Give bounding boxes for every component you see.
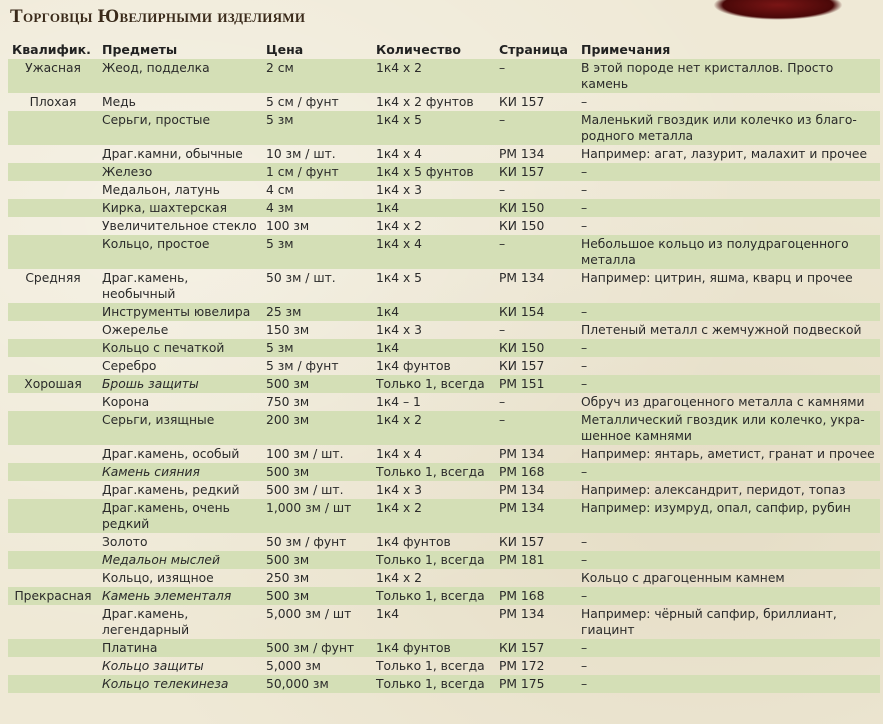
- page-cell: КИ 157: [499, 359, 545, 373]
- page-cell: РМ 134: [495, 499, 577, 533]
- note-cell: Например: цитрин, яшма, кварц и прочее: [581, 271, 853, 285]
- price-cell: 50,000 зм: [262, 675, 372, 693]
- note-cell: Например: чёрный сапфир, бриллиант, гиацинт: [581, 607, 837, 637]
- item-cell: Корона: [102, 395, 150, 409]
- header-price: Цена: [266, 41, 304, 57]
- price-cell: 2 см: [262, 59, 372, 93]
- quantity-cell: 1к4: [372, 199, 495, 217]
- quality-cell: [8, 181, 98, 199]
- page-title: Торговцы Ювелирными изделиями: [10, 6, 306, 27]
- quantity-cell: 1к4 x 2: [376, 571, 422, 585]
- table-row: [8, 411, 880, 445]
- page-cell: КИ 150: [499, 219, 545, 233]
- table-row: [8, 59, 880, 93]
- quantity-cell: Только 1, всегда: [372, 463, 495, 481]
- item-cell: Платина: [98, 639, 262, 657]
- page-cell: КИ 154: [495, 303, 577, 321]
- price-cell: 5 зм: [262, 111, 372, 145]
- price-cell: 5 зм: [262, 339, 372, 357]
- table-row: [8, 569, 880, 587]
- page-cell: РМ 181: [495, 551, 577, 569]
- quantity-cell: 1к4 x 3: [376, 183, 422, 197]
- page-cell: КИ 157: [499, 535, 545, 549]
- price-cell: 5 см / фунт: [266, 95, 339, 109]
- quality-cell: [8, 111, 98, 145]
- header-page: Страница: [499, 41, 568, 57]
- quantity-cell: Только 1, всегда: [376, 659, 485, 673]
- page-cell: РМ 168: [495, 463, 577, 481]
- item-cell: Кольцо, изящное: [102, 571, 214, 585]
- table-row: [8, 675, 880, 693]
- header-quantity: Количество: [376, 41, 461, 57]
- note-cell: Небольшое кольцо из полудрагоценного металла: [577, 235, 880, 269]
- page-cell: –: [499, 395, 506, 409]
- note-cell: –: [577, 375, 880, 393]
- page-cell: –: [499, 323, 506, 337]
- price-cell: 500 зм: [262, 587, 372, 605]
- quality-cell: [8, 217, 98, 235]
- price-cell: 250 зм: [266, 571, 310, 585]
- page-cell: –: [495, 59, 577, 93]
- table-row: [8, 639, 880, 657]
- quality-cell: [8, 551, 98, 569]
- page-cell: КИ 157: [495, 639, 577, 657]
- quality-cell: [8, 339, 98, 357]
- table-row: [8, 533, 880, 551]
- page-cell: –: [495, 111, 577, 145]
- item-cell: Железо: [98, 163, 262, 181]
- quality-cell: Прекрасная: [8, 587, 98, 605]
- table-row: [8, 235, 880, 269]
- table-row: [8, 181, 880, 199]
- note-cell: –: [577, 163, 880, 181]
- item-cell: Золото: [102, 535, 148, 549]
- price-cell: 25 зм: [262, 303, 372, 321]
- quantity-cell: 1к4 x 5 фунтов: [372, 163, 495, 181]
- decorative-corner: [713, 0, 843, 20]
- quality-cell: [8, 463, 98, 481]
- quality-cell: [8, 199, 98, 217]
- quantity-cell: 1к4 x 2: [376, 219, 422, 233]
- quality-cell: [8, 657, 98, 675]
- page-cell: –: [495, 235, 577, 269]
- page-cell: РМ 134: [499, 483, 545, 497]
- table-row: [8, 199, 880, 217]
- quantity-cell: Только 1, всегда: [372, 587, 495, 605]
- header-notes: Примечания: [581, 41, 671, 57]
- quantity-cell: 1к4 фунтов: [376, 535, 451, 549]
- quantity-cell: 1к4 x 2: [372, 59, 495, 93]
- table-row: [8, 393, 880, 411]
- page-cell: –: [495, 411, 577, 445]
- note-cell: –: [581, 659, 588, 673]
- note-cell: –: [577, 303, 880, 321]
- table-row: [8, 321, 880, 339]
- price-cell: 750 зм: [266, 395, 310, 409]
- note-cell: Плетеный металл с жемчужной подвеской: [581, 323, 862, 337]
- page-cell: –: [499, 183, 506, 197]
- quantity-cell: Только 1, всегда: [372, 551, 495, 569]
- quality-cell: Хорошая: [8, 375, 98, 393]
- quantity-cell: 1к4: [372, 303, 495, 321]
- header-row: [8, 39, 880, 59]
- price-cell: 5 зм: [262, 235, 372, 269]
- quality-cell: [8, 145, 98, 163]
- item-cell: Кольцо с печаткой: [98, 339, 262, 357]
- page-cell: РМ 172: [499, 659, 545, 673]
- table-row: [8, 481, 880, 499]
- quality-cell: [8, 481, 98, 499]
- quality-cell: [8, 569, 98, 587]
- note-cell: –: [577, 551, 880, 569]
- quality-cell: [8, 675, 98, 693]
- quantity-cell: 1к4 x 4: [372, 235, 495, 269]
- page-cell: КИ 150: [495, 199, 577, 217]
- quality-cell: [8, 393, 98, 411]
- price-cell: 50 зм / шт.: [266, 271, 336, 285]
- price-cell: 150 зм: [266, 323, 310, 337]
- item-cell: Драг.камень, особый: [102, 447, 240, 461]
- quantity-cell: 1к4 x 5: [372, 111, 495, 145]
- jewelry-table: [8, 39, 880, 693]
- item-cell: Драг.камень, очень редкий: [98, 499, 262, 533]
- table-row: [8, 657, 880, 675]
- quality-cell: Плохая: [29, 95, 77, 109]
- price-cell: 50 зм / фунт: [266, 535, 347, 549]
- item-cell: Кольцо защиты: [102, 659, 204, 673]
- note-cell: –: [577, 199, 880, 217]
- table-row: [8, 357, 880, 375]
- quantity-cell: 1к4 x 3: [376, 323, 422, 337]
- item-cell: Камень элементаля: [98, 587, 262, 605]
- quantity-cell: 1к4 x 3: [376, 483, 422, 497]
- note-cell: –: [577, 587, 880, 605]
- quantity-cell: 1к4 x 4: [376, 147, 422, 161]
- item-cell: Драг.камень, редкий: [102, 483, 240, 497]
- note-cell: Например: янтарь, аметист, гранат и прочее: [581, 447, 875, 461]
- table-row: [8, 145, 880, 163]
- page-cell: РМ 151: [495, 375, 577, 393]
- price-cell: 5,000 зм / шт: [266, 607, 352, 621]
- price-cell: 5 зм / фунт: [266, 359, 339, 373]
- quality-cell: [8, 639, 98, 657]
- quantity-cell: 1к4 x 2: [372, 499, 495, 533]
- quality-cell: [8, 357, 98, 375]
- table-row: [8, 163, 880, 181]
- note-cell: –: [577, 339, 880, 357]
- quality-cell: Средняя: [25, 271, 81, 285]
- price-cell: 1,000 зм / шт: [262, 499, 372, 533]
- item-cell: Жеод, подделка: [98, 59, 262, 93]
- item-cell: Драг.камень, легендарный: [102, 607, 190, 637]
- quantity-cell: 1к4 x 5: [376, 271, 422, 285]
- note-cell: –: [581, 95, 588, 109]
- table-row: [8, 499, 880, 533]
- table-row: [8, 463, 880, 481]
- table-row: [8, 375, 880, 393]
- note-cell: –: [581, 359, 588, 373]
- quantity-cell: 1к4 – 1: [376, 395, 421, 409]
- note-cell: В этой породе нет кристаллов. Просто камень: [577, 59, 880, 93]
- table-row: [8, 605, 880, 639]
- quantity-cell: 1к4: [376, 607, 400, 621]
- page-cell: КИ 157: [495, 163, 577, 181]
- item-cell: Кирка, шахтерская: [98, 199, 262, 217]
- quality-cell: [8, 445, 98, 463]
- quantity-cell: 1к4 x 2 фунтов: [376, 95, 474, 109]
- price-cell: 10 зм / шт.: [266, 147, 336, 161]
- item-cell: Медь: [102, 95, 136, 109]
- note-cell: –: [577, 639, 880, 657]
- table-row: [8, 587, 880, 605]
- table-row: [8, 339, 880, 357]
- table-row: [8, 445, 880, 463]
- page-cell: КИ 150: [495, 339, 577, 357]
- quantity-cell: 1к4 x 4: [376, 447, 422, 461]
- note-cell: Например: агат, лазурит, малахит и прочее: [581, 147, 868, 161]
- item-cell: Серьги, изящные: [98, 411, 262, 445]
- price-cell: 100 зм: [266, 219, 310, 233]
- note-cell: –: [577, 463, 880, 481]
- quantity-cell: 1к4 x 2: [372, 411, 495, 445]
- quality-cell: [8, 605, 98, 639]
- price-cell: 4 см: [266, 183, 294, 197]
- item-cell: Камень сияния: [98, 463, 262, 481]
- quality-cell: [8, 321, 98, 339]
- table-row: [8, 217, 880, 235]
- quality-cell: [8, 235, 98, 269]
- note-cell: –: [581, 183, 588, 197]
- note-cell: –: [581, 535, 588, 549]
- quality-cell: [8, 533, 98, 551]
- price-cell: 500 зм: [262, 375, 372, 393]
- page-cell: РМ 134: [499, 147, 545, 161]
- quantity-cell: Только 1, всегда: [372, 675, 495, 693]
- quality-cell: [8, 499, 98, 533]
- header-quality: Квалифик.: [12, 41, 91, 57]
- item-cell: Инструменты ювелира: [98, 303, 262, 321]
- item-cell: Серебро: [102, 359, 157, 373]
- item-cell: Ожерелье: [102, 323, 169, 337]
- header-items: Предметы: [102, 41, 178, 57]
- item-cell: Медальон, латунь: [102, 183, 220, 197]
- note-cell: Кольцо с драгоценным камнем: [581, 571, 785, 585]
- table-row: [8, 93, 880, 111]
- table-row: [8, 303, 880, 321]
- note-cell: –: [581, 219, 588, 233]
- page-cell: РМ 134: [499, 271, 545, 285]
- price-cell: 500 зм: [262, 551, 372, 569]
- price-cell: 500 зм / фунт: [262, 639, 372, 657]
- quality-cell: Ужасная: [8, 59, 98, 93]
- quantity-cell: 1к4 фунтов: [372, 639, 495, 657]
- note-cell: Например: александрит, перидот, топаз: [581, 483, 846, 497]
- quality-cell: [8, 303, 98, 321]
- page-cell: РМ 175: [495, 675, 577, 693]
- item-cell: Серьги, простые: [98, 111, 262, 145]
- note-cell: –: [577, 675, 880, 693]
- price-cell: 4 зм: [262, 199, 372, 217]
- price-cell: 500 зм: [262, 463, 372, 481]
- table-row: [8, 269, 880, 303]
- item-cell: Драг.камни, обычные: [102, 147, 243, 161]
- quantity-cell: 1к4 фунтов: [376, 359, 451, 373]
- item-cell: Кольцо, простое: [98, 235, 262, 269]
- page-cell: КИ 157: [499, 95, 545, 109]
- note-cell: Металлический гвоздик или колечко, укра-шенное камнями: [577, 411, 880, 445]
- note-cell: Маленький гвоздик или колечко из благо-родного металла: [577, 111, 880, 145]
- price-cell: 500 зм / шт.: [266, 483, 344, 497]
- quantity-cell: Только 1, всегда: [372, 375, 495, 393]
- note-cell: Обруч из драгоценного металла с камнями: [581, 395, 865, 409]
- quality-cell: [8, 411, 98, 445]
- item-cell: Увеличительное стекло: [102, 219, 257, 233]
- quality-cell: [8, 163, 98, 181]
- page-cell: [495, 569, 577, 587]
- page-cell: РМ 168: [495, 587, 577, 605]
- price-cell: 1 см / фунт: [262, 163, 372, 181]
- note-cell: Например: изумруд, опал, сапфир, рубин: [577, 499, 880, 533]
- price-cell: 200 зм: [262, 411, 372, 445]
- price-cell: 100 зм / шт.: [266, 447, 344, 461]
- quantity-cell: 1к4: [372, 339, 495, 357]
- item-cell: Брошь защиты: [98, 375, 262, 393]
- item-cell: Кольцо телекинеза: [98, 675, 262, 693]
- price-cell: 5,000 зм: [266, 659, 321, 673]
- page-cell: РМ 134: [499, 607, 545, 621]
- page-cell: РМ 134: [499, 447, 545, 461]
- item-cell: Драг.камень, необычный: [102, 271, 189, 301]
- table-row: [8, 551, 880, 569]
- item-cell: Медальон мыслей: [98, 551, 262, 569]
- table-row: [8, 111, 880, 145]
